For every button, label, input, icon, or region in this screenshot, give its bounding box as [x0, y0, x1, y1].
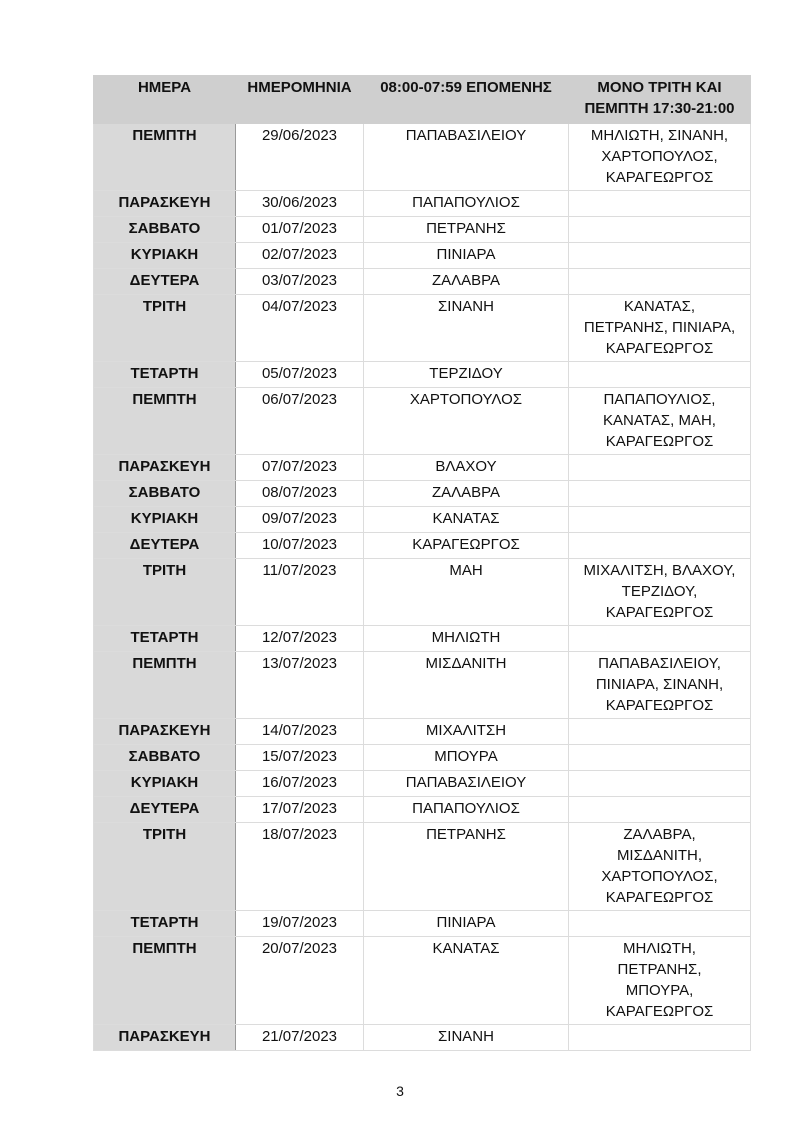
day-cell: ΔΕΥΤΕΡΑ	[94, 797, 236, 823]
header-extra-line2: ΠΕΜΠΤΗ 17:30-21:00	[584, 100, 735, 117]
extra-cell	[569, 745, 751, 771]
table-row	[94, 217, 751, 243]
extra-cell	[569, 269, 751, 295]
shift-cell: ΤΕΡΖΙΔΟΥ	[364, 362, 569, 388]
page-number: 3	[396, 1083, 404, 1099]
extra-name-line: ΠΕΤΡΑΝΗΣ, ΠΙΝΙΑΡΑ,	[583, 319, 736, 336]
date-cell: 11/07/2023	[236, 559, 364, 626]
duty-schedule-table	[93, 75, 751, 1051]
day-cell: ΚΥΡΙΑΚΗ	[94, 771, 236, 797]
date-cell: 15/07/2023	[236, 745, 364, 771]
extra-name-line: ΜΙΣΔΑΝΙΤΗ,	[616, 847, 703, 864]
extra-cell	[569, 243, 751, 269]
day-cell: ΠΑΡΑΣΚΕΥΗ	[94, 1025, 236, 1051]
day-cell: ΔΕΥΤΕΡΑ	[94, 269, 236, 295]
table-row	[94, 626, 751, 652]
day-cell: ΚΥΡΙΑΚΗ	[94, 507, 236, 533]
date-cell: 06/07/2023	[236, 388, 364, 455]
day-cell: ΣΑΒΒΑΤΟ	[94, 217, 236, 243]
extra-cell	[569, 191, 751, 217]
extra-name-line: ΜΗΛΙΩΤΗ, ΣΙΝΑΝΗ,	[590, 127, 729, 144]
extra-cell	[569, 507, 751, 533]
day-cell: ΠΑΡΑΣΚΕΥΗ	[94, 191, 236, 217]
extra-cell	[569, 559, 751, 626]
date-cell: 10/07/2023	[236, 533, 364, 559]
table-row	[94, 937, 751, 1025]
shift-cell: ΠΕΤΡΑΝΗΣ	[364, 823, 569, 911]
table-row	[94, 652, 751, 719]
shift-cell: ΜΗΛΙΩΤΗ	[364, 626, 569, 652]
table-row	[94, 388, 751, 455]
shift-cell: ΜΙΧΑΛΙΤΣΗ	[364, 719, 569, 745]
extra-cell	[569, 388, 751, 455]
date-cell: 16/07/2023	[236, 771, 364, 797]
extra-cell	[569, 797, 751, 823]
extra-cell	[569, 626, 751, 652]
shift-cell: ΒΛΑΧΟΥ	[364, 455, 569, 481]
table-row	[94, 191, 751, 217]
shift-cell: ΣΙΝΑΝΗ	[364, 1025, 569, 1051]
table-row	[94, 797, 751, 823]
header-row	[94, 76, 751, 124]
date-cell: 13/07/2023	[236, 652, 364, 719]
day-cell: ΠΑΡΑΣΚΕΥΗ	[94, 455, 236, 481]
shift-cell: ΚΑΡΑΓΕΩΡΓΟΣ	[364, 533, 569, 559]
extra-name-line: ΜΙΧΑΛΙΤΣΗ, ΒΛΑΧΟΥ,	[583, 562, 736, 579]
extra-cell	[569, 295, 751, 362]
date-cell: 09/07/2023	[236, 507, 364, 533]
extra-name-line: ΖΑΛΑΒΡΑ,	[623, 826, 696, 843]
extra-name-line: ΚΑΝΑΤΑΣ,	[623, 298, 696, 315]
table-row	[94, 124, 751, 191]
table-header	[94, 76, 751, 124]
shift-cell: ΠΑΠΑΠΟΥΛΙΟΣ	[364, 797, 569, 823]
day-cell: ΤΡΙΤΗ	[94, 295, 236, 362]
extra-name-line: ΧΑΡΤΟΠΟΥΛΟΣ,	[601, 148, 718, 165]
extra-cell	[569, 362, 751, 388]
day-cell: ΠΕΜΠΤΗ	[94, 652, 236, 719]
header-date: ΗΜΕΡΟΜΗΝΙΑ	[236, 76, 364, 124]
extra-cell	[569, 217, 751, 243]
table-body	[94, 124, 751, 1051]
extra-cell	[569, 455, 751, 481]
shift-cell: ΜΠΟΥΡΑ	[364, 745, 569, 771]
shift-cell: ΠΑΠΑΒΑΣΙΛΕΙΟΥ	[364, 771, 569, 797]
day-cell: ΤΡΙΤΗ	[94, 559, 236, 626]
day-cell: ΠΕΜΠΤΗ	[94, 388, 236, 455]
extra-name-line: ΚΑΡΑΓΕΩΡΓΟΣ	[605, 604, 714, 621]
table-row	[94, 481, 751, 507]
date-cell: 19/07/2023	[236, 911, 364, 937]
extra-cell	[569, 481, 751, 507]
day-cell: ΚΥΡΙΑΚΗ	[94, 243, 236, 269]
date-cell: 07/07/2023	[236, 455, 364, 481]
day-cell: ΣΑΒΒΑΤΟ	[94, 745, 236, 771]
day-cell: ΤΡΙΤΗ	[94, 823, 236, 911]
header-day: ΗΜΕΡΑ	[94, 76, 236, 124]
day-cell: ΤΕΤΑΡΤΗ	[94, 626, 236, 652]
shift-cell: ΠΑΠΑΒΑΣΙΛΕΙΟΥ	[364, 124, 569, 191]
extra-name-line: ΚΑΡΑΓΕΩΡΓΟΣ	[605, 169, 714, 186]
table-row	[94, 911, 751, 937]
extra-cell	[569, 124, 751, 191]
extra-name-line: ΠΙΝΙΑΡΑ, ΣΙΝΑΝΗ,	[595, 676, 724, 693]
extra-name-line: ΜΗΛΙΩΤΗ,	[623, 940, 696, 957]
extra-name-line: ΠΑΠΑΒΑΣΙΛΕΙΟΥ,	[598, 655, 721, 672]
day-cell: ΣΑΒΒΑΤΟ	[94, 481, 236, 507]
shift-cell: ΧΑΡΤΟΠΟΥΛΟΣ	[364, 388, 569, 455]
date-cell: 02/07/2023	[236, 243, 364, 269]
date-cell: 03/07/2023	[236, 269, 364, 295]
shift-cell: ΜΑΗ	[364, 559, 569, 626]
table-row	[94, 745, 751, 771]
date-cell: 14/07/2023	[236, 719, 364, 745]
shift-cell: ΣΙΝΑΝΗ	[364, 295, 569, 362]
day-cell: ΠΕΜΠΤΗ	[94, 124, 236, 191]
shift-cell: ΜΙΣΔΑΝΙΤΗ	[364, 652, 569, 719]
extra-cell	[569, 771, 751, 797]
extra-cell	[569, 911, 751, 937]
day-cell: ΠΑΡΑΣΚΕΥΗ	[94, 719, 236, 745]
extra-name-line: ΠΑΠΑΠΟΥΛΙΟΣ,	[603, 391, 716, 408]
date-cell: 12/07/2023	[236, 626, 364, 652]
extra-name-line: ΚΑΡΑΓΕΩΡΓΟΣ	[605, 340, 714, 357]
shift-cell: ΖΑΛΑΒΡΑ	[364, 481, 569, 507]
day-cell: ΠΕΜΠΤΗ	[94, 937, 236, 1025]
day-cell: ΔΕΥΤΕΡΑ	[94, 533, 236, 559]
shift-cell: ΚΑΝΑΤΑΣ	[364, 937, 569, 1025]
header-shift: 08:00-07:59 ΕΠΟΜΕΝΗΣ	[364, 76, 569, 124]
date-cell: 29/06/2023	[236, 124, 364, 191]
table-row	[94, 362, 751, 388]
date-cell: 20/07/2023	[236, 937, 364, 1025]
extra-cell	[569, 823, 751, 911]
extra-name-line: ΠΕΤΡΑΝΗΣ,	[617, 961, 702, 978]
extra-cell	[569, 533, 751, 559]
extra-name-line: ΚΑΡΑΓΕΩΡΓΟΣ	[605, 433, 714, 450]
date-cell: 04/07/2023	[236, 295, 364, 362]
table-row	[94, 455, 751, 481]
date-cell: 05/07/2023	[236, 362, 364, 388]
extra-name-line: ΜΠΟΥΡΑ,	[625, 982, 694, 999]
date-cell: 18/07/2023	[236, 823, 364, 911]
extra-name-line: ΚΑΡΑΓΕΩΡΓΟΣ	[605, 889, 714, 906]
extra-name-line: ΚΑΡΑΓΕΩΡΓΟΣ	[605, 1003, 714, 1020]
table-row	[94, 533, 751, 559]
table-row	[94, 559, 751, 626]
extra-cell	[569, 719, 751, 745]
table-row	[94, 269, 751, 295]
table-row	[94, 771, 751, 797]
table-row	[94, 1025, 751, 1051]
table-row	[94, 507, 751, 533]
table-row	[94, 719, 751, 745]
extra-name-line: ΤΕΡΖΙΔΟΥ,	[621, 583, 698, 600]
shift-cell: ΠΙΝΙΑΡΑ	[364, 911, 569, 937]
day-cell: ΤΕΤΑΡΤΗ	[94, 911, 236, 937]
date-cell: 08/07/2023	[236, 481, 364, 507]
shift-cell: ΖΑΛΑΒΡΑ	[364, 269, 569, 295]
table-row	[94, 295, 751, 362]
day-cell: ΤΕΤΑΡΤΗ	[94, 362, 236, 388]
date-cell: 21/07/2023	[236, 1025, 364, 1051]
extra-cell	[569, 652, 751, 719]
extra-name-line: ΚΑΝΑΤΑΣ, ΜΑΗ,	[603, 412, 716, 429]
extra-cell	[569, 937, 751, 1025]
extra-cell	[569, 1025, 751, 1051]
table-row	[94, 823, 751, 911]
date-cell: 17/07/2023	[236, 797, 364, 823]
extra-name-line: ΧΑΡΤΟΠΟΥΛΟΣ,	[601, 868, 718, 885]
header-extra-line1: ΜΟΝΟ ΤΡΙΤΗ ΚΑΙ	[597, 79, 722, 96]
shift-cell: ΚΑΝΑΤΑΣ	[364, 507, 569, 533]
shift-cell: ΠΑΠΑΠΟΥΛΙΟΣ	[364, 191, 569, 217]
shift-cell: ΠΕΤΡΑΝΗΣ	[364, 217, 569, 243]
date-cell: 01/07/2023	[236, 217, 364, 243]
header-extra	[569, 76, 751, 124]
table-row	[94, 243, 751, 269]
extra-name-line: ΚΑΡΑΓΕΩΡΓΟΣ	[605, 697, 714, 714]
date-cell: 30/06/2023	[236, 191, 364, 217]
shift-cell: ΠΙΝΙΑΡΑ	[364, 243, 569, 269]
